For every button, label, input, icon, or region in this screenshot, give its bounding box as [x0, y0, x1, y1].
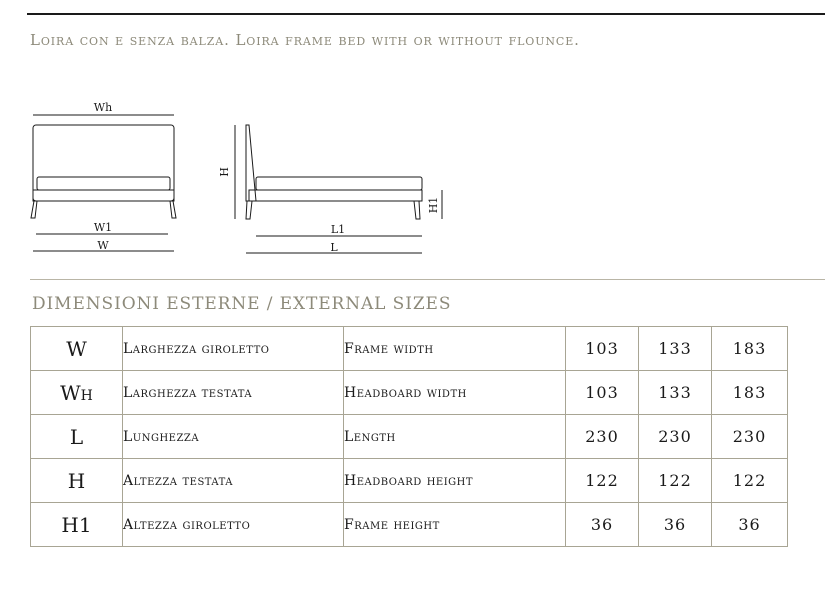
mattress-side-outline: [256, 177, 422, 190]
table-row: [31, 415, 788, 459]
value-cell: 103: [566, 327, 639, 371]
leg-front: [414, 201, 420, 219]
label-w: W: [97, 239, 109, 252]
label-l1: L1: [330, 223, 346, 236]
row-symbol: H1: [31, 503, 123, 547]
frame-side-outline: [249, 190, 422, 201]
table-row: [31, 503, 788, 547]
label-h: H: [218, 167, 231, 177]
value-cell: 122: [566, 459, 639, 503]
value-cell: 103: [566, 371, 639, 415]
row-label-en: Headboard width: [344, 371, 566, 415]
row-label-it: Larghezza giroletto: [123, 327, 344, 371]
leg-right: [170, 201, 176, 218]
label-wh: Wh: [93, 101, 113, 114]
value-cell: 133: [639, 327, 712, 371]
row-symbol: H: [31, 459, 123, 503]
leg-left: [31, 201, 37, 218]
table-row: [31, 459, 788, 503]
value-cell: 36: [639, 503, 712, 547]
value-cell: 230: [712, 415, 788, 459]
value-cell: 183: [712, 371, 788, 415]
table-row: [31, 327, 788, 371]
value-cell: 36: [712, 503, 788, 547]
value-cell: 133: [639, 371, 712, 415]
value-cell: 122: [639, 459, 712, 503]
row-label-en: Frame height: [344, 503, 566, 547]
row-label-it: Altezza testata: [123, 459, 344, 503]
label-l: L: [330, 241, 338, 254]
row-label-it: Altezza giroletto: [123, 503, 344, 547]
value-cell: 183: [712, 327, 788, 371]
row-label-en: Length: [344, 415, 566, 459]
row-symbol: L: [31, 415, 123, 459]
external-sizes-table: [30, 326, 788, 547]
value-cell: 122: [712, 459, 788, 503]
value-cell: 230: [566, 415, 639, 459]
table-row: [31, 371, 788, 415]
value-cell: 36: [566, 503, 639, 547]
row-label-en: Frame width: [344, 327, 566, 371]
row-label-en: Headboard height: [344, 459, 566, 503]
bed-drawings: [0, 0, 825, 280]
mattress-outline: [37, 177, 170, 190]
row-symbol: Wh: [31, 371, 123, 415]
row-label-it: Larghezza testata: [123, 371, 344, 415]
section-title: DIMENSIONI ESTERNE / EXTERNAL SIZES: [32, 294, 452, 314]
section-divider: [30, 279, 825, 280]
label-w1: W1: [93, 221, 113, 234]
frame-outline: [33, 190, 174, 201]
label-h1: H1: [427, 196, 440, 214]
value-cell: 230: [639, 415, 712, 459]
page-caption: Loira con e senza balza. Loira frame bed with or without flounce.: [30, 31, 580, 49]
row-symbol: W: [31, 327, 123, 371]
row-label-it: Lunghezza: [123, 415, 344, 459]
leg-back: [246, 201, 252, 219]
